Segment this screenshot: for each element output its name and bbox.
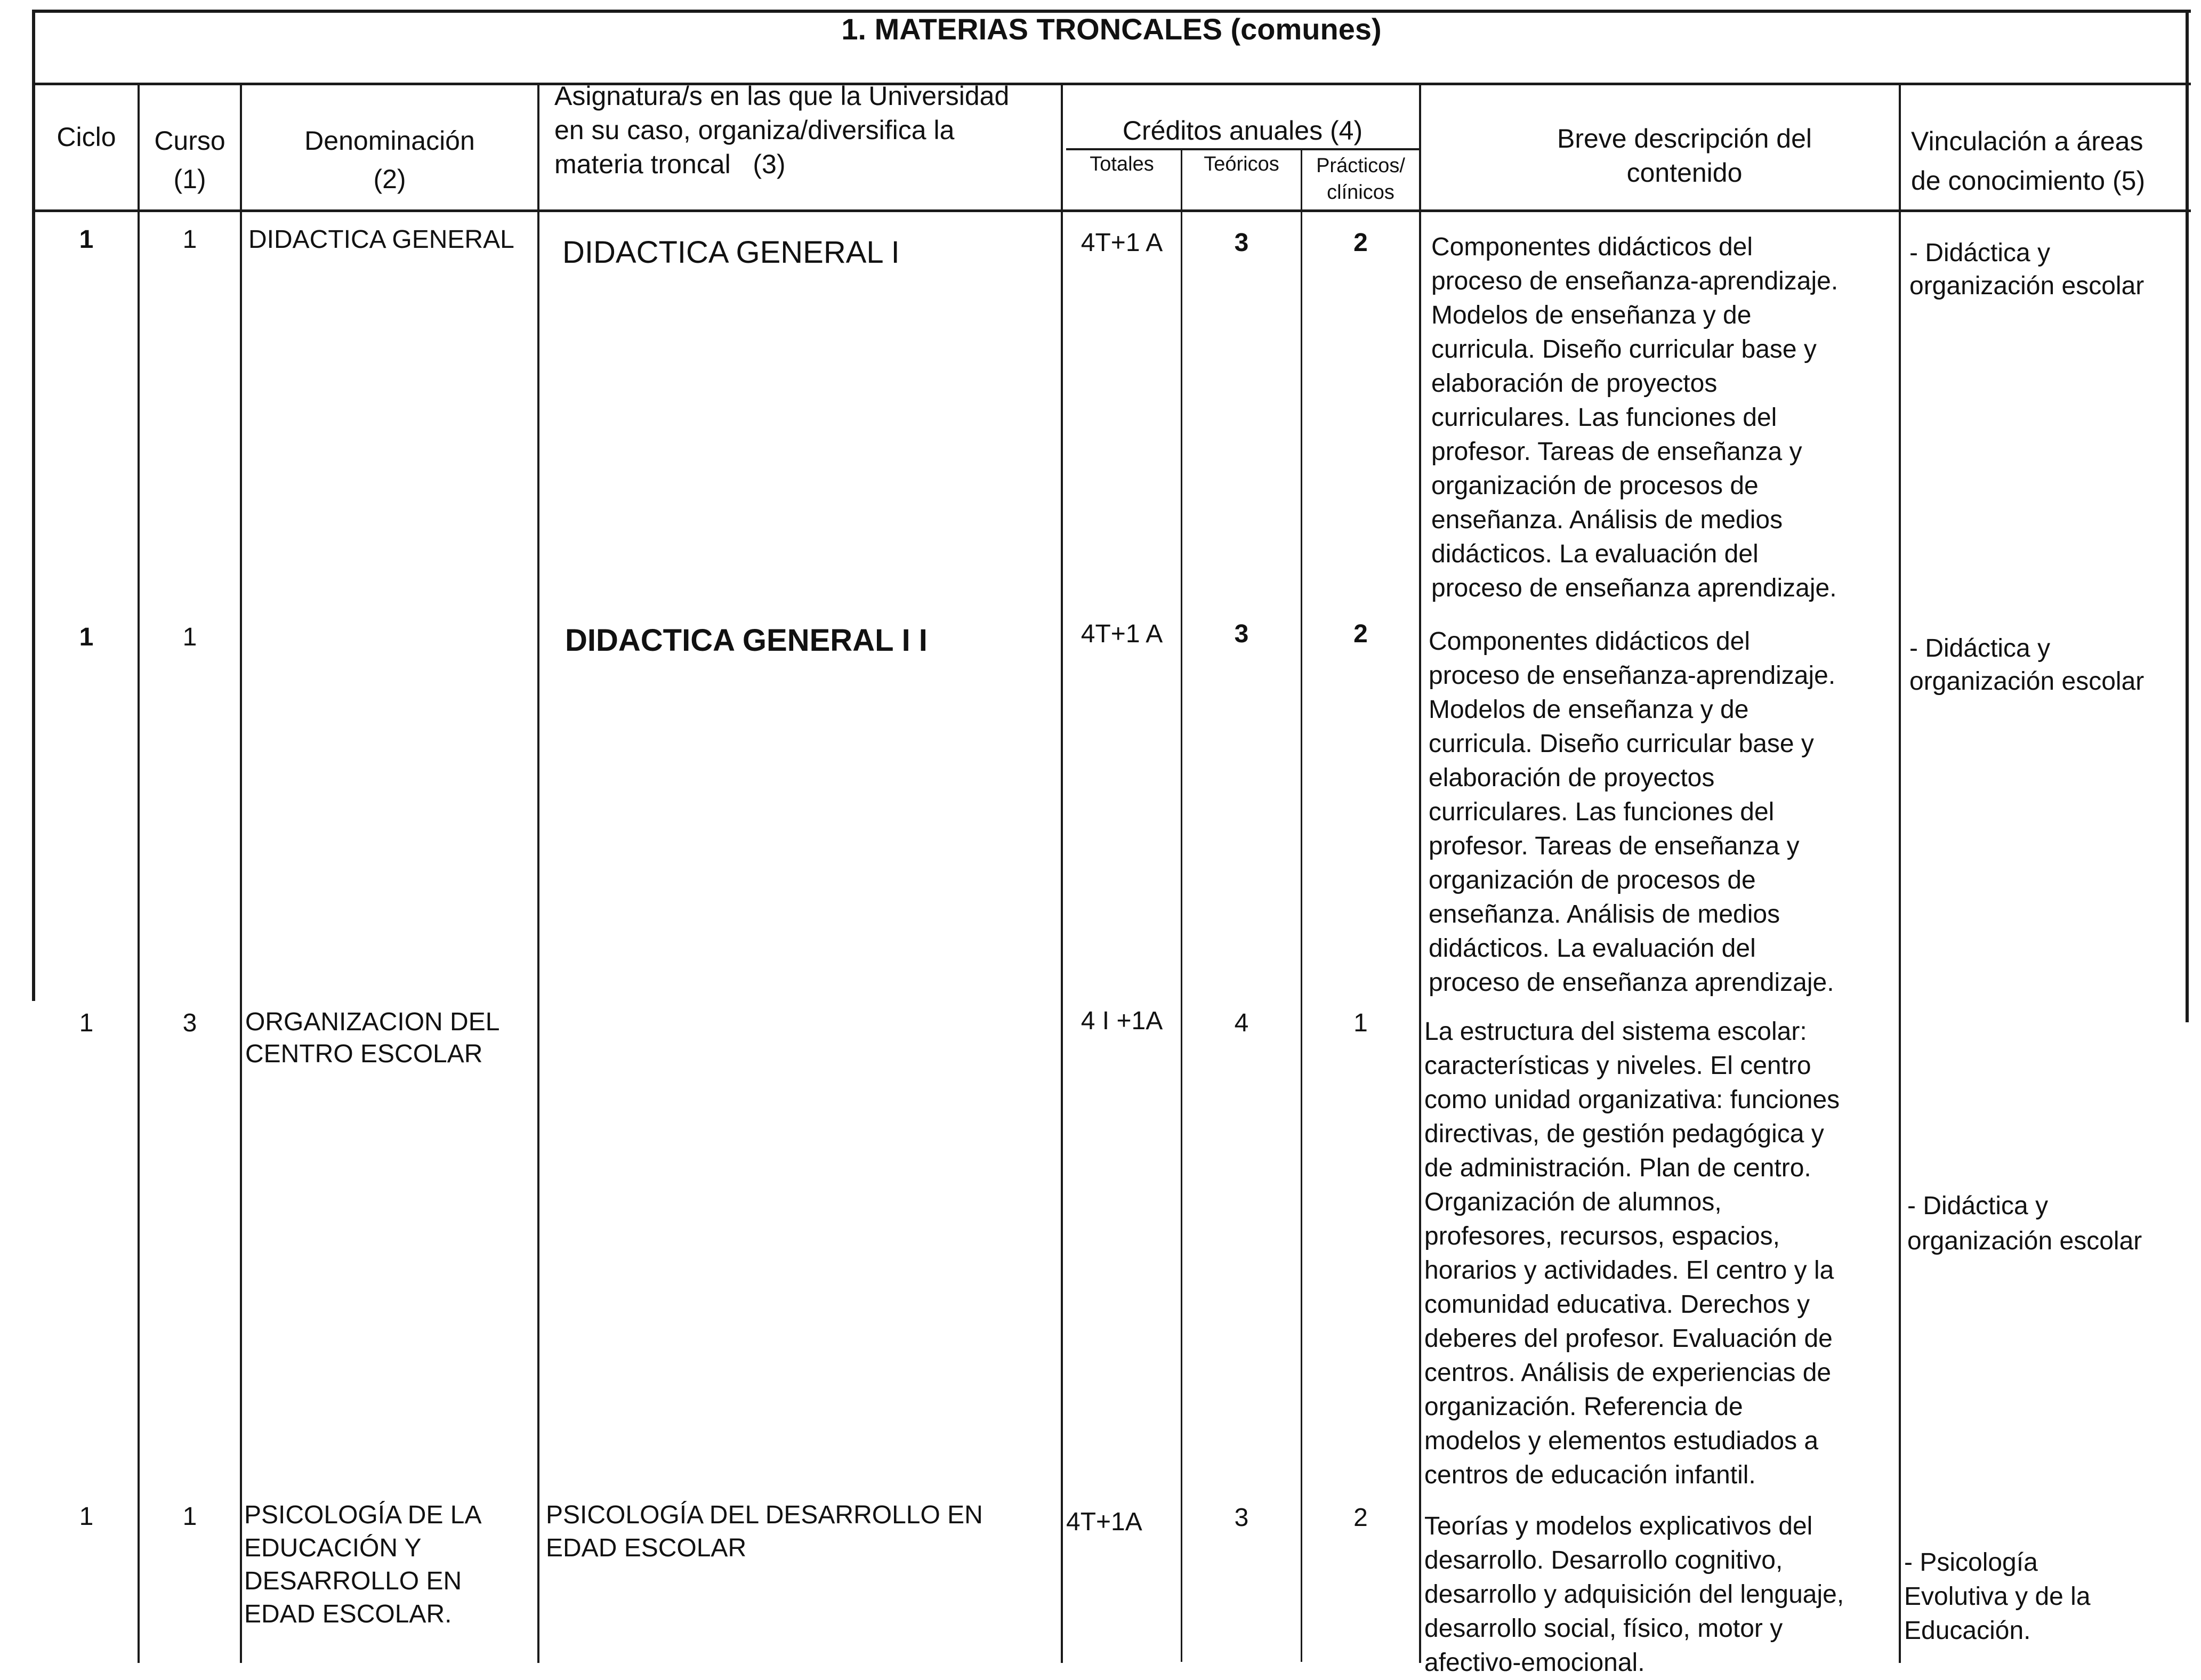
col-line-descripcion: [1899, 83, 1901, 1663]
table-title: 1. MATERIAS TRONCALES (comunes): [841, 12, 1382, 46]
col-line-teoricos: [1301, 148, 1302, 1662]
col-line-ciclo: [138, 83, 140, 1663]
header-divider: [32, 209, 2191, 212]
row2-vinculacion: - Didáctica y organización escolar: [1909, 634, 2144, 696]
col-line-totales: [1181, 148, 1182, 1662]
row3-denominacion: ORGANIZACION DEL CENTRO ESCOLAR: [245, 1008, 500, 1068]
row4-denominacion: PSICOLOGÍA DE LA EDUCACIÓN Y DESARROLLO EN EDAD ESCOLAR.: [244, 1501, 482, 1628]
credits-subheader-divider: [1066, 148, 1421, 150]
row2-curso: 1: [182, 623, 197, 651]
row2-teoricos: 3: [1234, 620, 1249, 648]
row4-descripcion: Teorías y modelos explicativos del desarrollo. Desarrollo cognitivo, desarrollo y adquisición del lenguaje, desarrollo social, físico, motor y afectivo-emocional.: [1424, 1512, 1844, 1677]
row1-asignatura: DIDACTICA GENERAL I: [562, 235, 900, 270]
row3-teoricos: 4: [1234, 1009, 1249, 1037]
row1-practicos: 2: [1353, 229, 1368, 257]
row3-descripcion: La estructura del sistema escolar: características y niveles. El centro como unidad organizativa: funciones directivas, de gestión pedagógica y de administración. Plan de centro. Organización de alumnos, profesores, recursos, espacios, horarios y actividades. El centro y la comunidad educativa. Derechos y deberes del profesor. Evaluación de centros. Análisis de experiencias de organización. Referencia de modelos y elementos estudiados a centros de educación infantil.: [1424, 1017, 1840, 1489]
table-border-left: [32, 10, 35, 1001]
header-ciclo: Ciclo: [57, 122, 116, 152]
row2-totales: 4T+1 A: [1081, 620, 1163, 648]
header-curso: Curso (1): [154, 126, 225, 194]
col-line-asignatura: [1061, 83, 1063, 1663]
row1-vinculacion: - Didáctica y organización escolar: [1909, 239, 2144, 300]
header-asignatura: Asignatura/s en las que la Universidad en su caso, organiza/diversifica la materia troncal (3): [554, 81, 1010, 179]
header-vinculacion: Vinculación a áreas de conocimiento (5): [1911, 126, 2146, 196]
row4-totales: 4T+1A: [1066, 1508, 1142, 1536]
row1-ciclo: 1: [79, 225, 94, 254]
row4-curso: 1: [182, 1503, 197, 1531]
col-line-denominacion: [537, 83, 539, 1663]
col-line-practicos: [1419, 83, 1421, 1663]
row2-ciclo: 1: [79, 623, 94, 651]
row3-practicos: 1: [1353, 1009, 1368, 1037]
header-practicos: Prácticos/ clínicos: [1316, 155, 1405, 204]
title-divider: [32, 83, 2191, 85]
row2-asignatura: DIDACTICA GENERAL I I: [565, 623, 928, 658]
row2-practicos: 2: [1353, 620, 1368, 648]
row1-denominacion: DIDACTICA GENERAL: [248, 225, 514, 254]
row1-teoricos: 3: [1234, 229, 1249, 257]
row3-ciclo: 1: [79, 1009, 94, 1037]
header-totales: Totales: [1090, 153, 1154, 175]
col-line-curso: [240, 83, 242, 1663]
header-teoricos: Teóricos: [1204, 153, 1279, 175]
header-denominacion: Denominación (2): [304, 126, 475, 194]
table-border-right: [2186, 10, 2189, 1022]
row3-vinculacion: - Didáctica y organización escolar: [1907, 1192, 2142, 1255]
row1-descripcion: Componentes didácticos del proceso de enseñanza-aprendizaje. Modelos de enseñanza y de curricula. Diseño curricular base y elaboración de proyectos curriculares. Las funciones del profesor. Tareas de enseñanza y organización de procesos de enseñanza. Análisis de medios didácticos. La evaluación del proceso de enseñanza aprendizaje.: [1431, 233, 1839, 602]
row3-curso: 3: [182, 1009, 197, 1037]
row2-descripcion: Componentes didácticos del proceso de enseñanza-aprendizaje. Modelos de enseñanza y de curricula. Diseño curricular base y elaboración de proyectos curriculares. Las funciones del profesor. Tareas de enseñanza y organización de procesos de enseñanza. Análisis de medios didácticos. La evaluación del proceso de enseñanza aprendizaje.: [1429, 627, 1836, 997]
row1-totales: 4T+1 A: [1081, 229, 1163, 257]
row3-totales: 4 I +1A: [1081, 1007, 1163, 1035]
row4-asignatura: PSICOLOGÍA DEL DESARROLLO EN EDAD ESCOLAR: [546, 1501, 983, 1562]
header-descripcion: Breve descripción del contenido: [1557, 124, 1812, 188]
header-creditos: Créditos anuales (4): [1122, 116, 1363, 146]
row4-vinculacion: - Psicología Evolutiva y de la Educación.: [1904, 1548, 2091, 1645]
row1-curso: 1: [182, 225, 197, 254]
row4-teoricos: 3: [1234, 1504, 1249, 1532]
row4-practicos: 2: [1353, 1504, 1368, 1532]
row4-ciclo: 1: [79, 1503, 94, 1531]
